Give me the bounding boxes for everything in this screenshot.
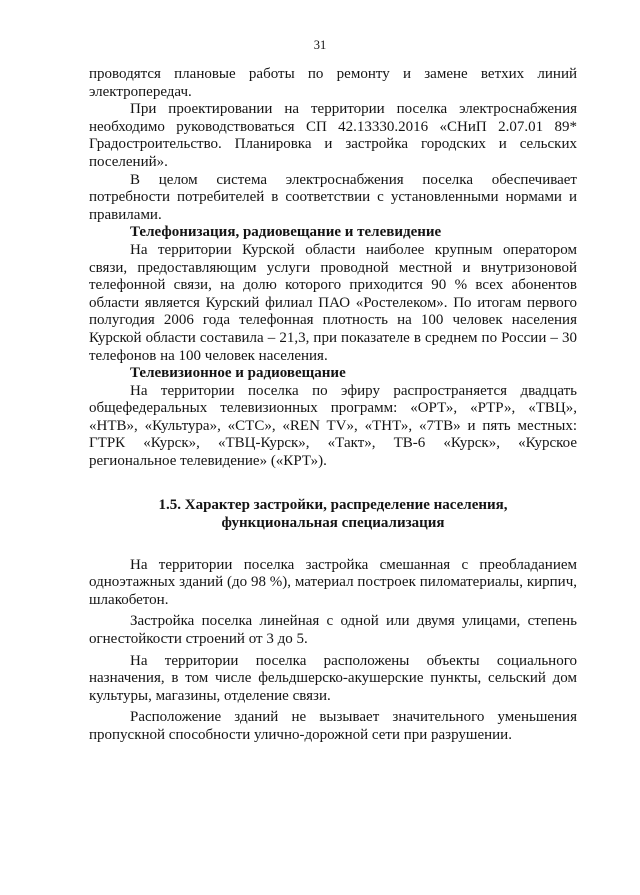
subheading-telephony: Телефонизация, радиовещание и телевидение (130, 224, 442, 241)
page-number: 31 (313, 38, 327, 52)
paragraph-power-supply-summary: В целом система электроснабжения поселка обеспечивает потребности потребителей в соответствии с установленными нормами и правилами. (89, 171, 577, 223)
paragraph-telephony: На территории Курской области наиболее крупным оператором связи, предоставляющим услуги проводной местной и внутризоновой телефонной связи, на долю которого приходится 90 % всех абонентов области является Курский филиал ПАО «Ростелеком». По итогам первого полугодия 2006 года телефонная плотность на 100 человек населения Курской области составила – 21,3, при показателе в среднем по России – 30 телефонов на 100 человек населения. (89, 241, 577, 364)
paragraph-power-lines: проводятся плановые работы по ремонту и замене ветхих линий электропередач. (89, 66, 577, 100)
paragraph-building-type: На территории поселка застройка смешанная с преобладанием одноэтажных зданий (до 98 %), материал построек пиломатериалы, кирпич, шлакобетон. (89, 556, 577, 608)
paragraph-road-capacity: Расположение зданий не вызывает значительного уменьшения пропускной способности улично-дорожной сети при разрушении. (89, 709, 577, 743)
section-title-line-2: функциональная специализация (221, 514, 445, 531)
paragraph-tv-programs: На территории поселка по эфиру распространяется двадцать общефедеральных телевизионных программ: «ОРТ», «РТР», «ТВЦ», «НТВ», «Культура», «СТС», «REN TV», «ТНТ», «7ТВ» и пять местных: ГТРК «Курск», «ТВЦ-Курск», «Такт», ТВ-6 «Курск», «Курское региональное телевидение» («КРТ»). (89, 382, 577, 470)
section-title (89, 496, 577, 532)
section-title-line-1: 1.5. Характер застройки, распределение населения, (158, 496, 508, 513)
subheading-tv-radio: Телевизионное и радиовещание (130, 365, 346, 382)
paragraph-street-layout: Застройка поселка линейная с одной или двумя улицами, степень огнестойкости строений от 3 до 5. (89, 613, 577, 648)
paragraph-design-requirements: При проектировании на территории поселка электроснабжения необходимо руководствоваться СП 42.13330.2016 «СНиП 2.07.01 89* Градостроительство. Планировка и застройка городских и сельских поселений». (89, 101, 577, 170)
paragraph-social-objects: На территории поселка расположены объекты социального назначения, в том числе фельдшерско-акушерские пункты, сельский дом культуры, магазины, отделение связи. (89, 652, 577, 704)
page-content (89, 66, 577, 745)
